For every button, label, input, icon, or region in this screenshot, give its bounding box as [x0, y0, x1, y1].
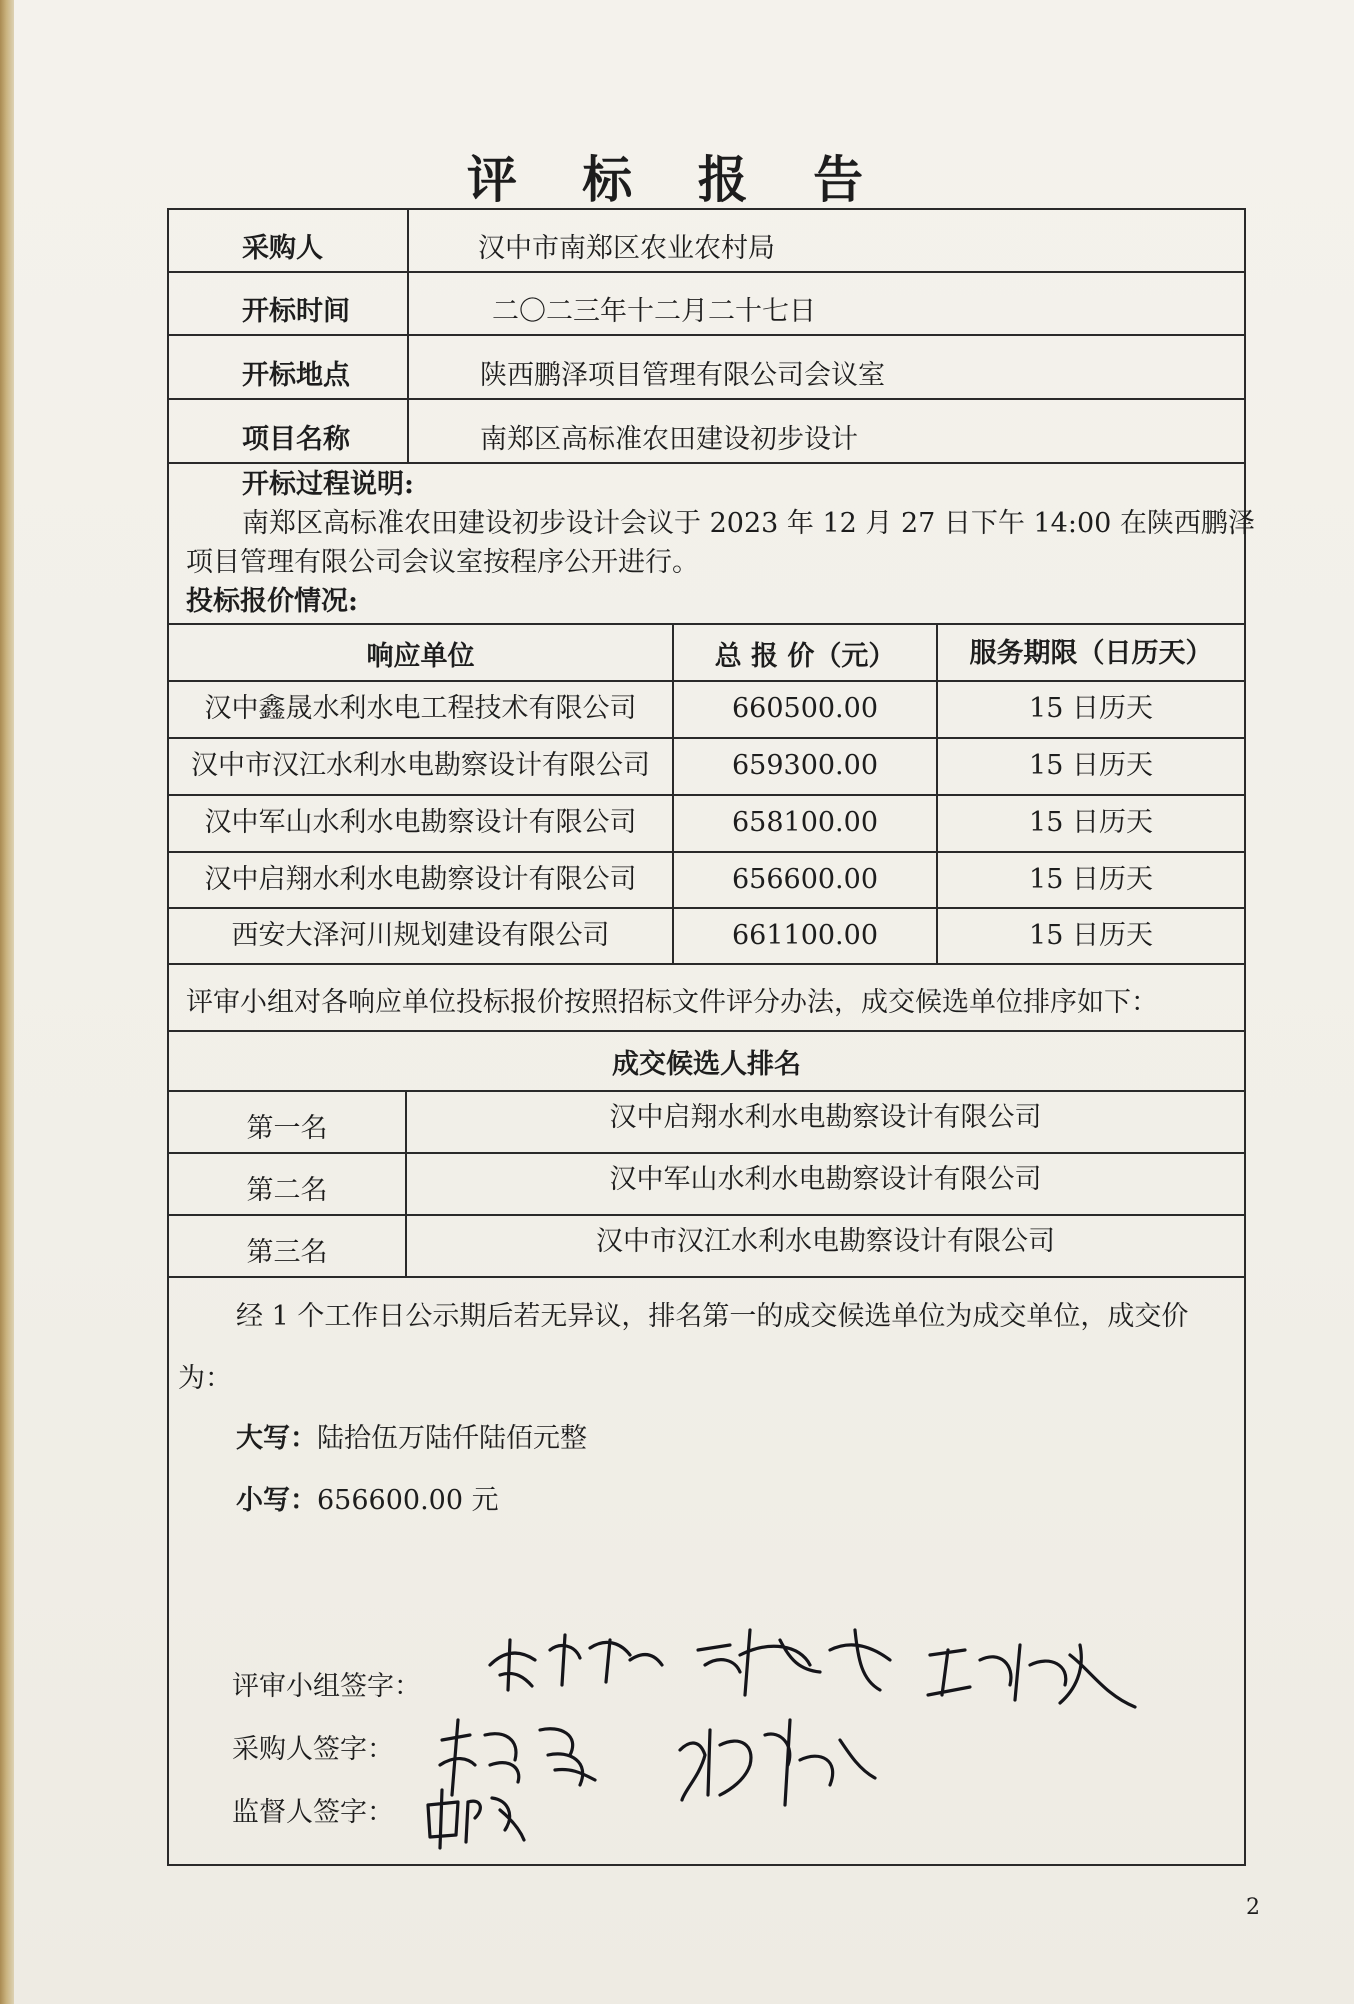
conclusion-line-2: 为：: [178, 1363, 232, 1394]
bids-heading: 投标报价情况:: [186, 586, 358, 617]
col-header-unit: 响应单位: [366, 641, 475, 672]
bid-price: 661100.00: [731, 920, 878, 951]
rank-label: 第一名: [246, 1113, 328, 1144]
amount-upper-value: 陆拾伍万陆仟陆佰元整: [317, 1423, 587, 1454]
handwritten-signature: [670, 1700, 880, 1810]
bid-unit: 汉中鑫晟水利水电工程技术有限公司: [204, 693, 637, 724]
rank-unit: 汉中启翔水利水电勘察设计有限公司: [609, 1102, 1042, 1133]
page-number: 2: [1246, 1895, 1260, 1920]
handwritten-signature: [690, 1610, 900, 1705]
bid-period: 15 日历天: [1029, 693, 1153, 724]
bid-unit: 汉中市汉江水利水电勘察设计有限公司: [191, 750, 650, 781]
process-line-1: 南郑区高标准农田建设初步设计会议于 2023 年 12 月 27 日下午 14:00 在陕西鹏泽: [242, 508, 1255, 539]
document-title: 评 标 报 告: [466, 150, 888, 209]
amount-lower: [236, 1484, 499, 1518]
bid-price: 660500.00: [731, 693, 878, 724]
amount-lower-value: 656600.00 元: [317, 1485, 499, 1516]
bid-price: 658100.00: [731, 807, 878, 838]
supervisor-signature-label: 监督人签字：: [232, 1797, 394, 1828]
bid-price: 656600.00: [731, 864, 878, 895]
ranking-heading: 成交候选人排名: [612, 1049, 801, 1080]
open-place-label: 开标地点: [242, 360, 350, 391]
bid-period: 15 日历天: [1029, 920, 1153, 951]
project-label: 项目名称: [242, 424, 350, 455]
open-time-label: 开标时间: [242, 296, 350, 327]
purchaser-signature-label: 采购人签字：: [232, 1734, 394, 1765]
rank-label: 第三名: [246, 1237, 328, 1268]
handwritten-signature: [420, 1780, 530, 1850]
review-note: 评审小组对各响应单位投标报价按照招标文件评分办法，成交候选单位排序如下：: [186, 987, 1158, 1018]
conclusion-line-1: 经 1 个工作日公示期后若无异议，排名第一的成交候选单位为成交单位，成交价: [236, 1301, 1189, 1332]
handwritten-signature: [480, 1620, 670, 1700]
bid-period: 15 日历天: [1029, 750, 1153, 781]
process-heading: 开标过程说明:: [242, 469, 414, 500]
project-value: 南郑区高标准农田建设初步设计: [480, 424, 858, 455]
rank-unit: 汉中军山水利水电勘察设计有限公司: [609, 1164, 1042, 1195]
amount-upper-label: 大写：: [236, 1423, 317, 1454]
bid-period: 15 日历天: [1029, 864, 1153, 895]
panel-signature-label: 评审小组签字：: [232, 1671, 421, 1702]
col-header-price: 总 报 价（元）: [714, 641, 896, 672]
scan-edge: [0, 0, 14, 2004]
amount-lower-label: 小写：: [236, 1485, 317, 1516]
purchaser-label: 采购人: [242, 233, 323, 264]
bid-unit: 西安大泽河川规划建设有限公司: [231, 920, 610, 951]
bid-unit: 汉中启翔水利水电勘察设计有限公司: [204, 864, 637, 895]
open-time-value: 二〇二三年十二月二十七日: [492, 296, 816, 327]
open-place-value: 陕西鹏泽项目管理有限公司会议室: [480, 360, 885, 391]
bid-price: 659300.00: [731, 750, 878, 781]
bid-period: 15 日历天: [1029, 807, 1153, 838]
process-line-2: 项目管理有限公司会议室按程序公开进行。: [186, 547, 699, 578]
bid-unit: 汉中军山水利水电勘察设计有限公司: [204, 807, 637, 838]
rank-unit: 汉中市汉江水利水电勘察设计有限公司: [596, 1226, 1055, 1257]
amount-upper: [236, 1422, 587, 1456]
purchaser-value: 汉中市南郑区农业农村局: [478, 233, 775, 264]
col-header-period: 服务期限（日历天）: [969, 638, 1213, 669]
rank-label: 第二名: [246, 1175, 328, 1206]
handwritten-signature: [920, 1625, 1140, 1715]
